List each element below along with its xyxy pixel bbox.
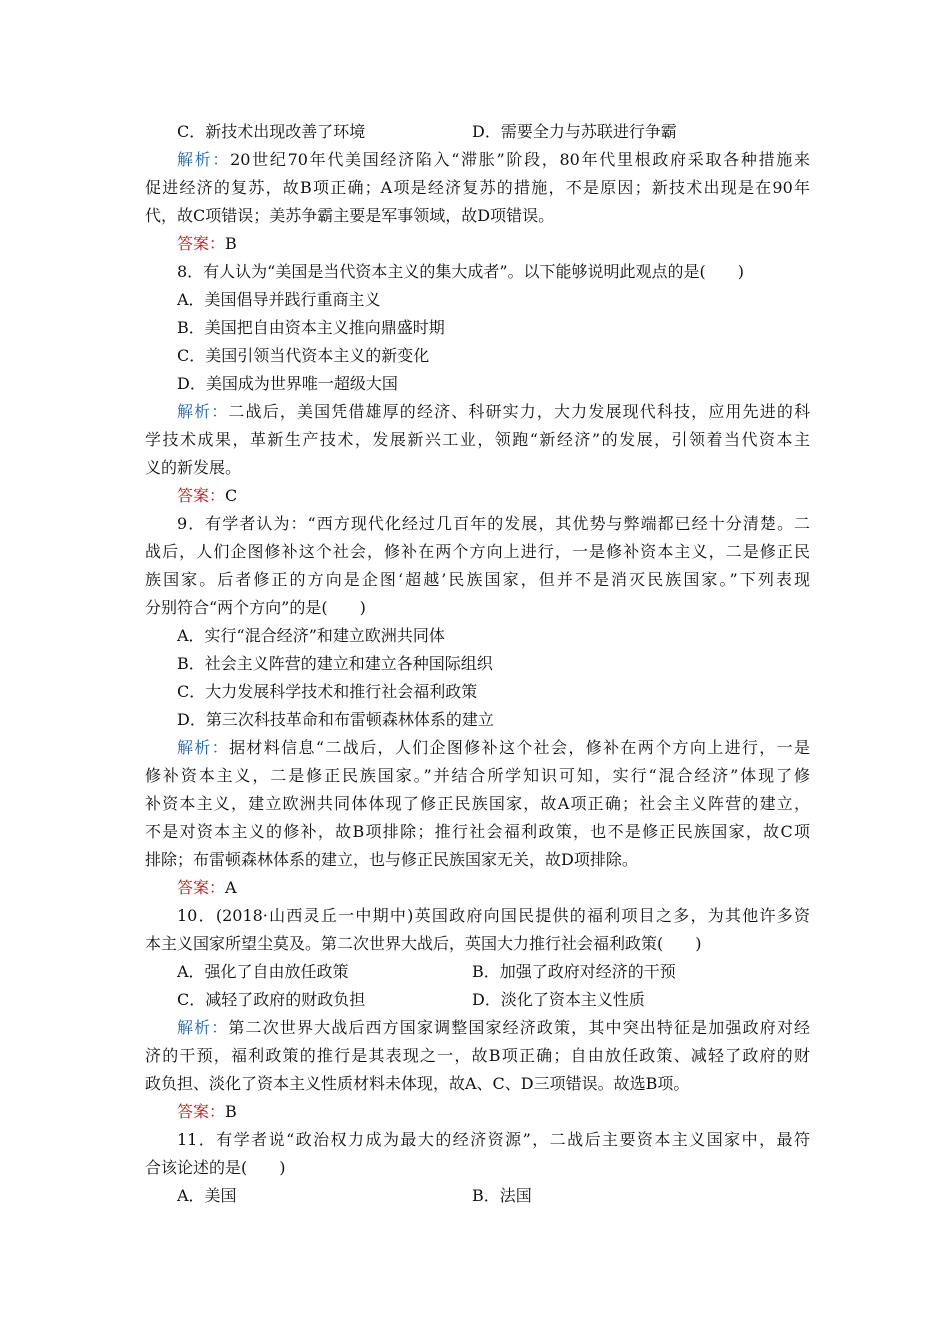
q10-answer: 答案：B xyxy=(177,1102,237,1121)
q8-answer-label: 答案： xyxy=(177,486,226,505)
q10-option-a: A．强化了自由放任政策 xyxy=(177,962,349,981)
q10-analysis-label: 解析： xyxy=(177,1018,229,1037)
q9-analysis-label: 解析： xyxy=(177,738,230,757)
q11-option-b: B．法国 xyxy=(472,1186,532,1205)
q8-option-c: C．美国引领当代资本主义的新变化 xyxy=(177,346,430,365)
q8-analysis-line-1: 解析：二战后，美国凭借雄厚的经济、科研实力，大力发展现代科技，应用先进的科 xyxy=(177,402,810,421)
q7-option-c: C．新技术出现改善了环境 xyxy=(177,122,366,141)
q9-stem-line-1: 9．有学者认为：“西方现代化经过几百年的发展，其优势与弊端都已经十分清楚。二 xyxy=(177,514,810,533)
q9-option-a: A．实行“混合经济”和建立欧洲共同体 xyxy=(177,626,445,645)
q8-analysis-line-2: 学技术成果，革新生产技术，发展新兴工业，领跑“新经济”的发展，引领着当代资本主 xyxy=(145,430,810,449)
q8-analysis-line-3: 义的新发展。 xyxy=(145,458,242,477)
q10-option-b: B．加强了政府对经济的干预 xyxy=(472,962,676,981)
q7-answer: 答案：B xyxy=(177,234,237,253)
q11-stem-line-2: 合该论述的是( ) xyxy=(145,1158,286,1177)
q9-answer-label: 答案： xyxy=(177,878,226,897)
q8-stem: 8．有人认为“美国是当代资本主义的集大成者”。以下能够说明此观点的是( ) xyxy=(177,262,745,281)
q10-option-d: D．淡化了资本主义性质 xyxy=(472,990,645,1009)
q11-option-a: A．美国 xyxy=(177,1186,237,1205)
q10-analysis-line-3: 政负担、淡化了资本主义性质材料未体现，故A、C、D三项错误。故选B项。 xyxy=(145,1074,690,1093)
q7-answer-label: 答案： xyxy=(177,234,226,253)
q10-stem-line-2: 本主义国家所望尘莫及。第二次世界大战后，英国大力推行社会福利政策( ) xyxy=(145,934,702,953)
q9-stem-line-2: 战后，人们企图修补这个社会，修补在两个方向上进行，一是修补资本主义，二是修正民 xyxy=(145,542,810,561)
q9-option-d: D．第三次科技革命和布雷顿森林体系的建立 xyxy=(177,710,494,729)
q10-stem-line-1: 10．(2018·山西灵丘一中期中)英国政府向国民提供的福利项目之多，为其他许多资 xyxy=(177,906,810,925)
q9-analysis-line-2: 修补资本主义，二是修正民族国家。”并结合所学知识可知，实行“混合经济”体现了修 xyxy=(145,766,810,785)
q8-option-d: D．美国成为世界唯一超级大国 xyxy=(177,374,398,393)
q10-answer-label: 答案： xyxy=(177,1102,226,1121)
q8-option-b: B．美国把自由资本主义推向鼎盛时期 xyxy=(177,318,445,337)
q7-option-d: D．需要全力与苏联进行争霸 xyxy=(472,122,677,141)
q7-analysis-line-3: 代，故C项错误；美苏争霸主要是军事领域，故D项错误。 xyxy=(145,206,555,225)
q7-analysis-label: 解析： xyxy=(177,150,231,169)
q9-analysis-line-3: 补资本主义，建立欧洲共同体体现了修正民族国家，故A项正确；社会主义阵营的建立， xyxy=(145,794,810,813)
q7-analysis-line-2: 促进经济的复苏，故B项正确；A项是经济复苏的措施，不是原因；新技术出现是在90年 xyxy=(145,178,810,197)
q8-answer: 答案：C xyxy=(177,486,238,505)
q10-analysis-line-2: 济的干预，福利政策的推行是其表现之一，故B项正确；自由放任政策、减轻了政府的财 xyxy=(145,1046,810,1065)
q9-analysis-line-1: 解析：据材料信息“二战后，人们企图修补这个社会，修补在两个方向上进行，一是 xyxy=(177,738,810,757)
q9-stem-line-3: 族国家。后者修正的方向是企图‘超越’民族国家，但并不是消灭民族国家。”下列表现 xyxy=(145,570,810,589)
q8-option-a: A．美国倡导并践行重商主义 xyxy=(177,290,381,309)
q9-option-c: C．大力发展科学技术和推行社会福利政策 xyxy=(177,682,478,701)
q10-option-c: C．减轻了政府的财政负担 xyxy=(177,990,366,1009)
q9-analysis-line-4: 不是对资本主义的修补，故B项排除；推行社会福利政策，也不是修正民族国家，故C项 xyxy=(145,822,810,841)
q9-answer: 答案：A xyxy=(177,878,237,897)
q11-stem-line-1: 11．有学者说“政治权力成为最大的经济资源”，二战后主要资本主义国家中，最符 xyxy=(177,1130,810,1149)
q9-stem-line-4: 分别符合“两个方向”的是( ) xyxy=(145,598,366,617)
q8-analysis-label: 解析： xyxy=(177,402,229,421)
q7-analysis-line-1: 解析：20世纪70年代美国经济陷入“滞胀”阶段，80年代里根政府采取各种措施来 xyxy=(177,150,810,169)
q9-option-b: B．社会主义阵营的建立和建立各种国际组织 xyxy=(177,654,493,673)
q10-analysis-line-1: 解析：第二次世界大战后西方国家调整国家经济政策，其中突出特征是加强政府对经 xyxy=(177,1018,810,1037)
q9-analysis-line-5: 排除；布雷顿森林体系的建立，也与修正民族国家无关，故D项排除。 xyxy=(145,850,638,869)
